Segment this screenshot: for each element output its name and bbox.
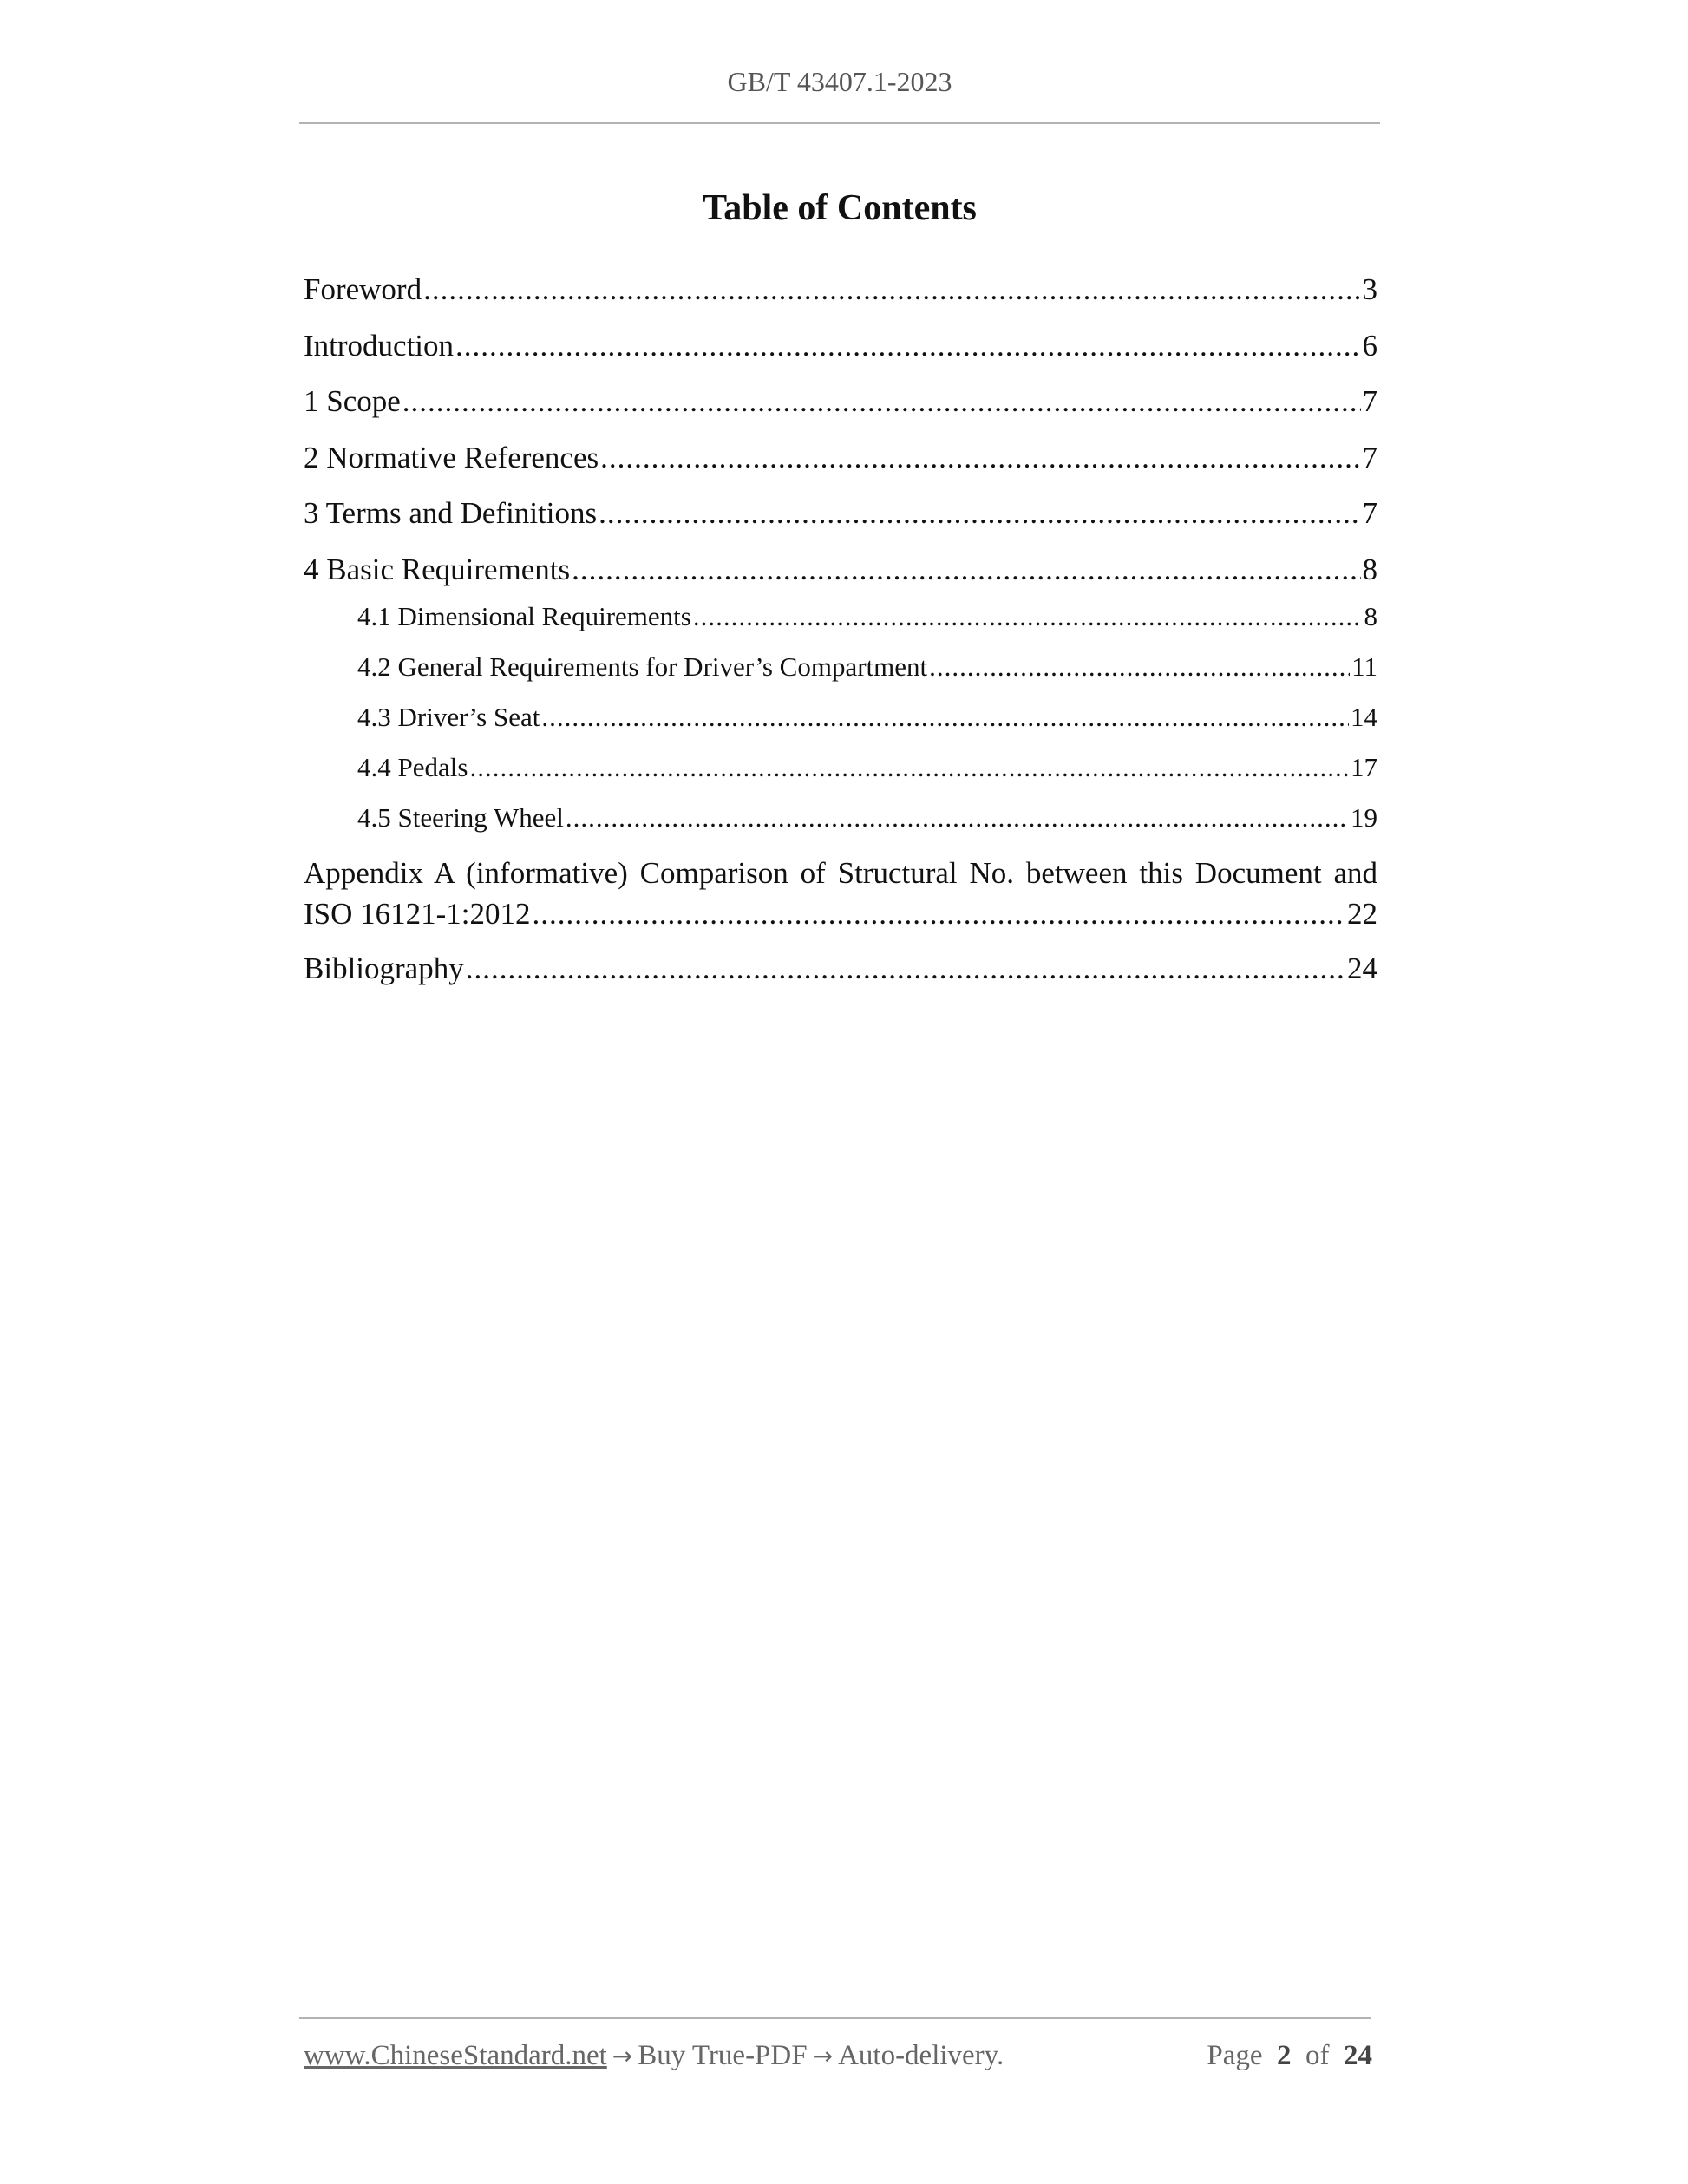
document-id: GB/T 43407.1-2023 bbox=[727, 66, 952, 97]
website-link[interactable]: www.ChineseStandard.net bbox=[304, 2040, 607, 2071]
toc-entry-basic-requirements[interactable] bbox=[304, 549, 1377, 598]
toc-leader-dots bbox=[929, 648, 1350, 686]
toc-entry-label: Introduction bbox=[304, 328, 455, 363]
toc-entry-page: 8 bbox=[1364, 600, 1377, 631]
table-of-contents bbox=[304, 269, 1377, 1004]
footer-promo bbox=[304, 2040, 1004, 2072]
toc-leader-dots bbox=[533, 893, 1345, 934]
toc-entry-page: 19 bbox=[1351, 801, 1377, 833]
toc-leader-dots bbox=[572, 549, 1360, 591]
toc-entry-label: 4.4 Pedals bbox=[357, 751, 468, 782]
toc-entry-page: 24 bbox=[1347, 951, 1377, 985]
toc-leader-dots bbox=[566, 799, 1349, 837]
toc-entry-label-continued: ISO 16121-1:2012 bbox=[304, 896, 531, 931]
toc-entry-page: 3 bbox=[1362, 272, 1377, 306]
toc-entry-appendix-a[interactable] bbox=[304, 853, 1377, 934]
toc-entry-page: 7 bbox=[1362, 496, 1377, 530]
toc-entry-page: 14 bbox=[1351, 701, 1377, 732]
toc-leader-dots bbox=[423, 269, 1360, 311]
page-indicator bbox=[1207, 2040, 1372, 2072]
toc-entry-label: 4.1 Dimensional Requirements bbox=[357, 600, 691, 631]
delivery-text: Auto-delivery. bbox=[838, 2040, 1004, 2071]
toc-leader-dots bbox=[455, 325, 1360, 367]
toc-entry-label: 1 Scope bbox=[304, 384, 401, 418]
toc-entry-page: 11 bbox=[1351, 651, 1377, 682]
footer-divider bbox=[299, 2017, 1371, 2019]
toc-entry-label: 2 Normative References bbox=[304, 440, 599, 474]
toc-entry-page: 8 bbox=[1362, 552, 1377, 586]
toc-entry-page: 6 bbox=[1362, 328, 1377, 363]
toc-leader-dots bbox=[599, 493, 1360, 534]
header-divider bbox=[299, 122, 1380, 124]
toc-entry-label: 3 Terms and Definitions bbox=[304, 496, 598, 530]
toc-entry-normative-references[interactable] bbox=[304, 437, 1377, 494]
page-total: 24 bbox=[1344, 2040, 1372, 2071]
toc-entry-foreword[interactable] bbox=[304, 269, 1377, 325]
page-word: Page bbox=[1207, 2040, 1263, 2071]
toc-leader-dots bbox=[402, 381, 1361, 422]
page-current: 2 bbox=[1277, 2040, 1292, 2071]
toc-title: Table of Contents bbox=[703, 188, 977, 228]
toc-entry-page: 7 bbox=[1362, 384, 1377, 418]
toc-entry-terms-definitions[interactable] bbox=[304, 493, 1377, 549]
toc-leader-dots bbox=[466, 948, 1345, 990]
arrow-right-icon: → bbox=[612, 2042, 633, 2070]
toc-entry-scope[interactable] bbox=[304, 381, 1377, 437]
toc-entry-label: Bibliography bbox=[304, 951, 464, 985]
toc-entry-page: 22 bbox=[1347, 896, 1377, 931]
toc-entry-label: Appendix A (informative) Comparison of Structural No. between this Document and bbox=[304, 855, 1377, 890]
toc-entry-introduction[interactable] bbox=[304, 325, 1377, 382]
toc-entry-pedals[interactable] bbox=[304, 749, 1377, 799]
toc-entry-label: Foreword bbox=[304, 272, 422, 306]
document-footer bbox=[304, 2040, 1372, 2072]
arrow-right-icon: → bbox=[812, 2042, 834, 2070]
toc-leader-dots bbox=[469, 749, 1349, 787]
toc-entry-general-requirements[interactable] bbox=[304, 648, 1377, 698]
toc-entry-page: 7 bbox=[1362, 440, 1377, 474]
toc-entry-label: 4.2 General Requirements for Driver’s Compartment bbox=[357, 651, 928, 682]
of-word: of bbox=[1305, 2040, 1330, 2071]
toc-entry-steering-wheel[interactable] bbox=[304, 799, 1377, 853]
toc-leader-dots bbox=[541, 698, 1349, 736]
toc-entry-label: 4.5 Steering Wheel bbox=[357, 801, 564, 833]
toc-entry-drivers-seat[interactable] bbox=[304, 698, 1377, 749]
toc-entry-bibliography[interactable] bbox=[304, 948, 1377, 1004]
toc-leader-dots bbox=[600, 437, 1360, 479]
toc-leader-dots bbox=[693, 598, 1363, 636]
document-header bbox=[299, 66, 1380, 98]
buy-text: Buy True-PDF bbox=[638, 2040, 808, 2071]
toc-entry-dimensional-requirements[interactable] bbox=[304, 598, 1377, 648]
toc-entry-label: 4 Basic Requirements bbox=[304, 552, 571, 586]
toc-entry-label: 4.3 Driver’s Seat bbox=[357, 701, 540, 732]
toc-entry-page: 17 bbox=[1351, 751, 1377, 782]
